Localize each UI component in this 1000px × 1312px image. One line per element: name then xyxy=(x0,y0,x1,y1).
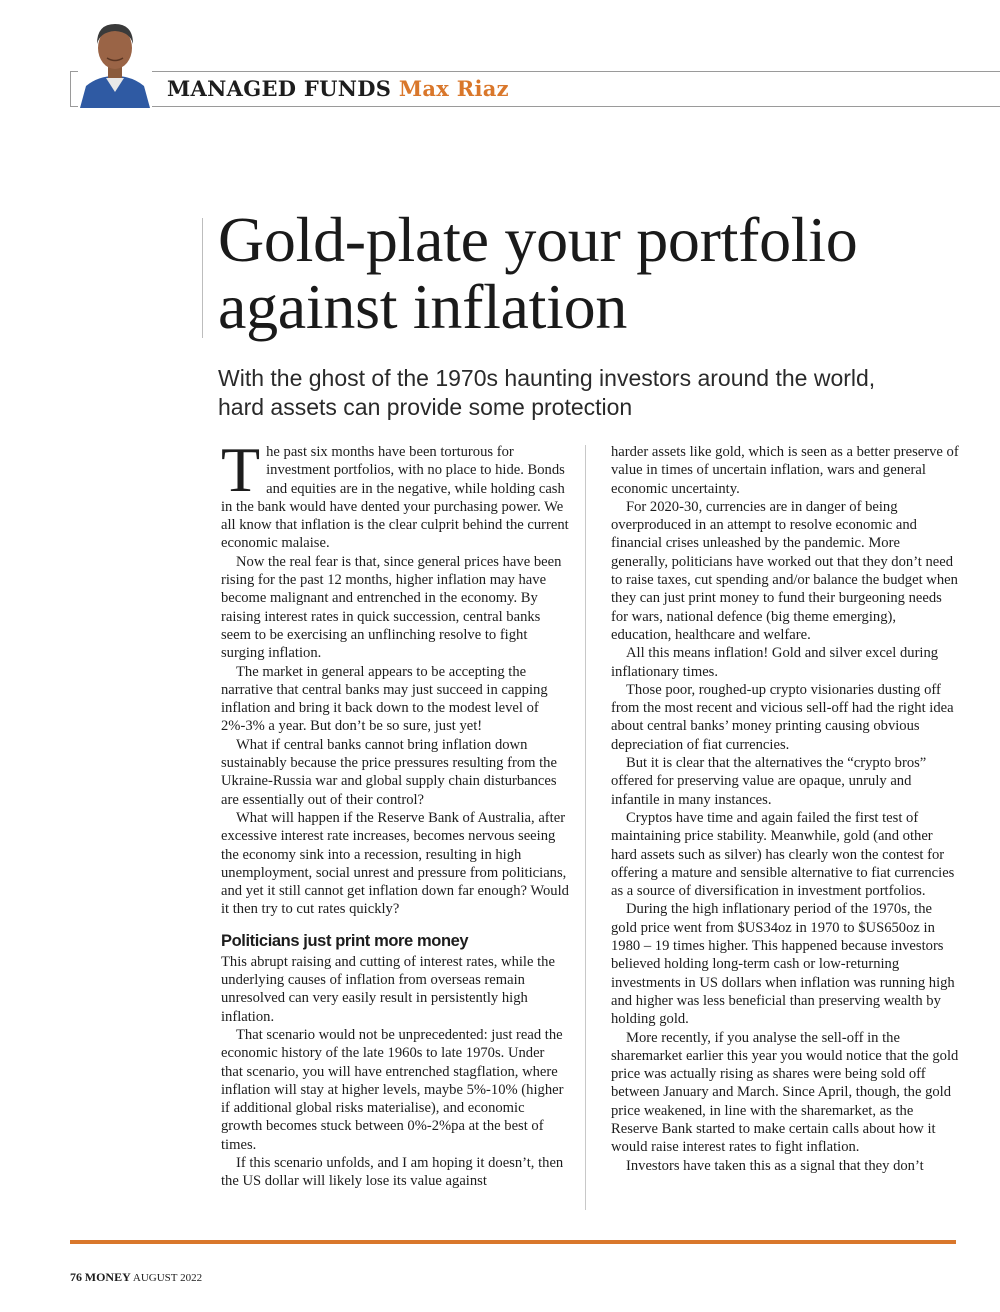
column-divider xyxy=(585,445,586,1210)
standfirst xyxy=(218,364,978,422)
standfirst-line-2: hard assets can provide some protection xyxy=(218,394,633,420)
standfirst-line-1: With the ghost of the 1970s haunting investors around the world, xyxy=(218,365,876,391)
page-number: 76 xyxy=(70,1270,82,1284)
body-paragraph: For 2020-30, currencies are in danger of being overproduced in an attempt to resolve economic and financial crises unleashed by the pandemic. More generally, politicians have worked out that they don’t need to raise taxes, cut spending and/or balance the budget when they can just print money to fund their burgeoning needs for wars, national defence (big theme emerging), education, healthcare and welfare. xyxy=(611,498,958,643)
headline xyxy=(218,206,978,340)
body-paragraph: During the high inflationary period of the 1970s, the gold price went from $US34oz in 1970 to $US650oz in 1980 – 19 times higher. This happened because investors believed holding long-term cash or low-returning investments in US dollars when inflation was running high and higher was less beneficial than preserving wealth by holding gold. xyxy=(611,901,955,1028)
headline-rule xyxy=(202,218,203,338)
footer-rule xyxy=(70,1240,956,1244)
body-paragraph: Investors have taken this as a signal that they don’t xyxy=(626,1157,924,1174)
magazine-name: MONEY xyxy=(84,1270,131,1284)
author-name: Max Riaz xyxy=(398,76,509,101)
body-paragraph: Those poor, roughed-up crypto visionaries dusting off from the most recent and vicious sell-off had the right idea about central banks’ money printing causing obvious depreciation of fiat currencies. xyxy=(611,681,954,753)
body-paragraph: The past six months have been torturous for investment portfolios, with no place to hide. Bonds and equities are in the negative, while holding cash in the bank would have dented your purchasing power. We all know that inflation is the clear culprit behind the current economic malaise. xyxy=(221,434,569,552)
body-column-left xyxy=(221,434,569,1191)
drop-cap: T xyxy=(221,434,261,505)
body-paragraph: All this means inflation! Gold and silver excel during inflationary times. xyxy=(611,645,939,680)
body-paragraph: Now the real fear is that, since general prices have been rising for the past 12 months, higher inflation may have become malignant and entrenched in the economy. By raising interest rates in quick succession, central banks seem to be exercising an unflinching resolve to fight surging inflation. xyxy=(221,553,562,662)
headline-line-1: Gold-plate your portfolio xyxy=(218,204,858,275)
author-photo xyxy=(78,16,152,108)
section-header xyxy=(167,76,509,101)
body-paragraph: If this scenario unfolds, and I am hoping it doesn’t, then the US dollar will likely lose its value against xyxy=(221,1154,564,1190)
body-paragraph: The market in general appears to be accepting the narrative that central banks may just succeed in capping inflation and bring it back down to the modest level of 2%-3% a year. But don’t be so sure, just yet! xyxy=(221,663,548,735)
headline-line-2: against inflation xyxy=(218,271,628,342)
body-paragraph: More recently, if you analyse the sell-off in the sharemarket earlier this year you would notice that the gold price was actually rising as shares were being sold off between January and March. Since April, though, the gold price weakened, in line with the sharemarket, as the Reserve Bank started to make certain calls about how it would raise interest rates to fight inflation. xyxy=(611,1029,959,1156)
page-folio xyxy=(70,1270,202,1285)
subheading: Politicians just print more money xyxy=(221,931,469,950)
issue-date: AUGUST 2022 xyxy=(132,1272,203,1284)
body-paragraph: But it is clear that the alternatives the “crypto bros” offered for preserving value are opaque, unruly and infantile in many instances. xyxy=(611,755,927,808)
header-rule-left xyxy=(70,71,71,107)
body-paragraph: What if central banks cannot bring inflation down sustainably because the price pressures resulting from the Ukraine-Russia war and global supply chain disturbances are essentially out of their control? xyxy=(221,736,557,808)
author-portrait-icon xyxy=(78,16,152,108)
body-paragraph: What will happen if the Reserve Bank of Australia, after excessive interest rate increases, becomes nervous seeing the economy sink into a recession, resulting in high unemployment, social unrest and pressure from politicians, and yet it still cannot get inflation down far enough? Would it then try to cut rates quickly? xyxy=(221,809,569,918)
body-paragraph: Cryptos have time and again failed the first test of maintaining price stability. Meanwhile, gold (and other hard assets such as silver) has clearly won the contest for offering a mature and sensible alternative to fiat currencies as a source of diversification in investment portfolios. xyxy=(611,809,955,900)
header-rule-bottom xyxy=(70,106,1000,107)
body-paragraph: This abrupt raising and cutting of interest rates, while the underlying causes of inflation from overseas remain unresolved can very easily result in persistently high inflation. xyxy=(221,953,555,1025)
header-rule-top xyxy=(70,71,1000,72)
body-column-right xyxy=(611,443,959,1175)
body-paragraph: harder assets like gold, which is seen as a better preserve of value in times of uncertain inflation, wars and general economic uncertainty. xyxy=(611,444,959,497)
section-name: MANAGED FUNDS xyxy=(167,76,392,101)
body-paragraph: That scenario would not be unprecedented: just read the economic history of the late 1960s to late 1970s. Under that scenario, you will have entrenched stagflation, where inflation will stay at higher levels, maybe 5%-10% (higher if additional global risks materialise), and economic growth becomes stuck between 0%-2%pa at the best of times. xyxy=(221,1026,564,1153)
